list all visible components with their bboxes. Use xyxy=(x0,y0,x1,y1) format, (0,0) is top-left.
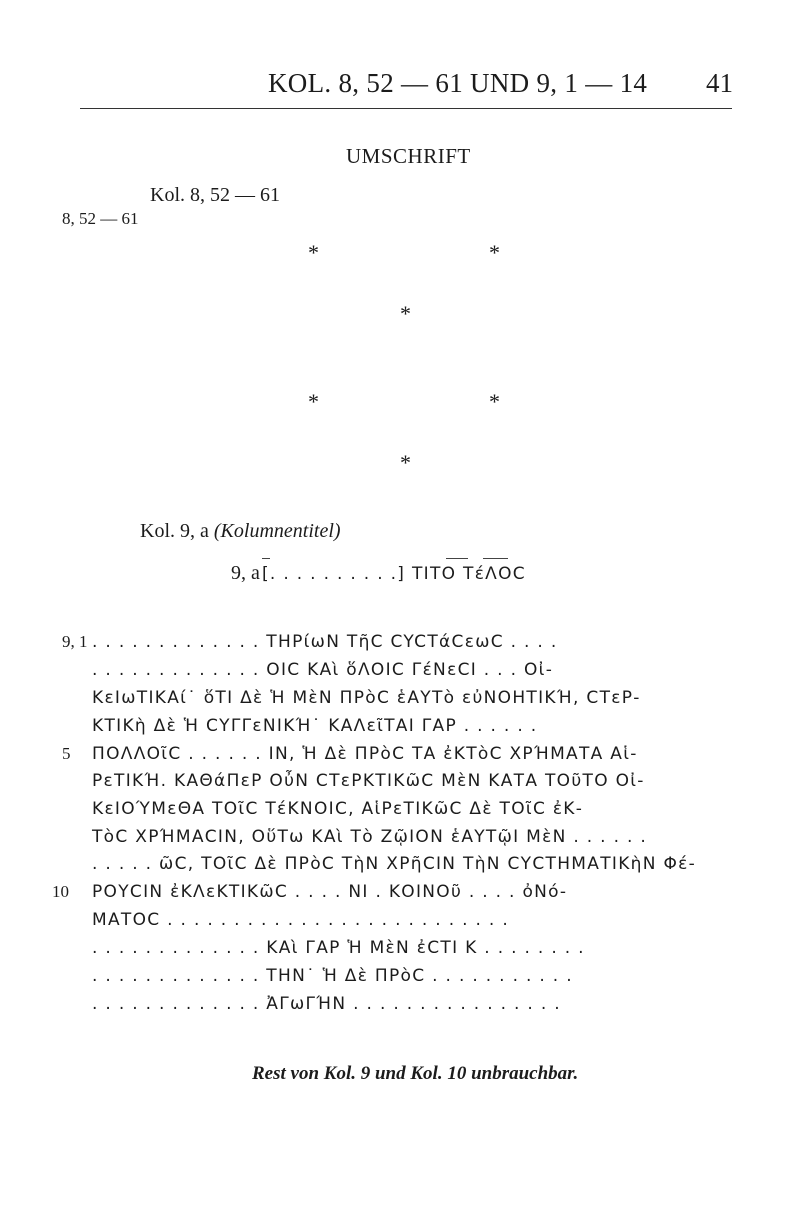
column-title-ref: 9, a xyxy=(231,562,260,584)
asterisk-5: * xyxy=(489,389,500,414)
running-header-title: KOL. 8, 52 — 61 UND 9, 1 — 14 xyxy=(268,68,648,98)
page-number: 41 xyxy=(706,68,733,98)
header-rule xyxy=(80,108,732,109)
kol8-label: Kol. 8, 52 — 61 xyxy=(150,184,280,206)
text-line-12: . . . . . . . . . . . . . ΚΑὶ ΓΑΡ Ἡ ΜὲΝ ἐCΤΙ Κ . . . . . . . . xyxy=(92,938,585,958)
text-line-8: ΤὸC ΧΡΉΜΑCΙΝ, ΟὕΤω ΚΑὶ Τὸ ΖῷΙΟΝ ἑΑΥΤῷΙ ΜὲΝ . . . . . . xyxy=(92,827,648,847)
line-ref-10: 10 xyxy=(52,882,69,901)
editorial-overline-3 xyxy=(483,558,508,559)
asterisk-1: * xyxy=(308,240,319,265)
kol9-label-text: Kol. 9, a xyxy=(140,520,209,542)
footer-note: Rest von Kol. 9 und Kol. 10 unbrauchbar. xyxy=(252,1063,579,1084)
text-line-4: ΚΤΙΚὴ Δὲ Ἡ CΥΓΓεΝΙΚΉ˙ ΚΑΛεῖΤΑΙ ΓΑΡ . . . . . . xyxy=(92,716,538,736)
text-line-13: . . . . . . . . . . . . . ΤΗΝ˙ Ἡ Δὲ ΠΡὸC . . . . . . . . . . . xyxy=(92,966,573,986)
asterisk-6: * xyxy=(400,450,411,475)
asterisk-4: * xyxy=(308,389,319,414)
asterisk-2: * xyxy=(489,240,500,265)
line-ref-5: 5 xyxy=(62,744,71,763)
text-line-6: ΡεΤΙΚΉ. ΚΑΘάΠεΡ ΟὖΝ CΤεΡΚΤΙΚῶC ΜὲΝ ΚΑΤΑ ΤΟῦΤΟ Οἰ- xyxy=(92,771,645,791)
kol9-label xyxy=(140,520,341,543)
text-line-7: ΚεΙΟΎΜεΘΑ ΤΟῖC ΤέΚΝΟΙC, ΑἱΡεΤΙΚῶC Δὲ ΤΟῖC ἐΚ- xyxy=(92,799,584,819)
line-ref-1: 9, 1 xyxy=(62,632,88,651)
text-line-3: ΚεΙωΤΙΚΑί˙ ὅΤΙ Δὲ Ἡ ΜὲΝ ΠΡὸC ἑΑΥΤὸ εὐΝΟΗΤΙΚΉ, CΤεΡ- xyxy=(92,688,641,708)
section-heading: UMSCHRIFT xyxy=(346,144,471,168)
text-line-1: . . . . . . . . . . . . . ΤΗΡίωΝ ΤῆC CYCΤάCεωC . . . . xyxy=(92,632,558,652)
text-line-10: ΡΟΥCΙΝ ἐΚΛεΚΤΙΚῶC . . . . ΝΙ . ΚΟΙΝΟῦ . . . . ὀΝό- xyxy=(92,882,568,902)
text-line-5: ΠΟΛΛΟῖC . . . . . . ΙΝ, Ἡ Δὲ ΠΡὸC ΤΑ ἐΚΤὸC ΧΡΉΜΑΤΑ Αἱ- xyxy=(92,744,638,764)
editorial-overline-1 xyxy=(262,558,270,559)
column-title-text: [. . . . . . . . . .] ΤΙΤΟ ΤέΛΟC xyxy=(262,564,526,584)
text-line-11: ΜΑΤΟC . . . . . . . . . . . . . . . . . . . . . . . . . . xyxy=(92,910,510,930)
text-line-2: . . . . . . . . . . . . . ΟΙC ΚΑὶ ὅΛΟΙC ΓέΝεCΙ . . . Οἰ- xyxy=(92,660,554,680)
text-line-9: . . . . . ῶC, ΤΟῖC Δὲ ΠΡὸC ΤὴΝ ΧΡῆCΙΝ ΤὴΝ CΥCΤΗΜΑΤΙΚὴΝ Φέ- xyxy=(92,854,697,874)
editorial-overline-2 xyxy=(446,558,468,559)
kol9-note: (Kolumnentitel) xyxy=(213,520,341,542)
side-reference: 8, 52 — 61 xyxy=(62,209,139,228)
asterisk-3: * xyxy=(400,301,411,326)
text-line-14: . . . . . . . . . . . . . ἈΓωΓΉΝ . . . . . . . . . . . . . . . . xyxy=(92,994,561,1014)
